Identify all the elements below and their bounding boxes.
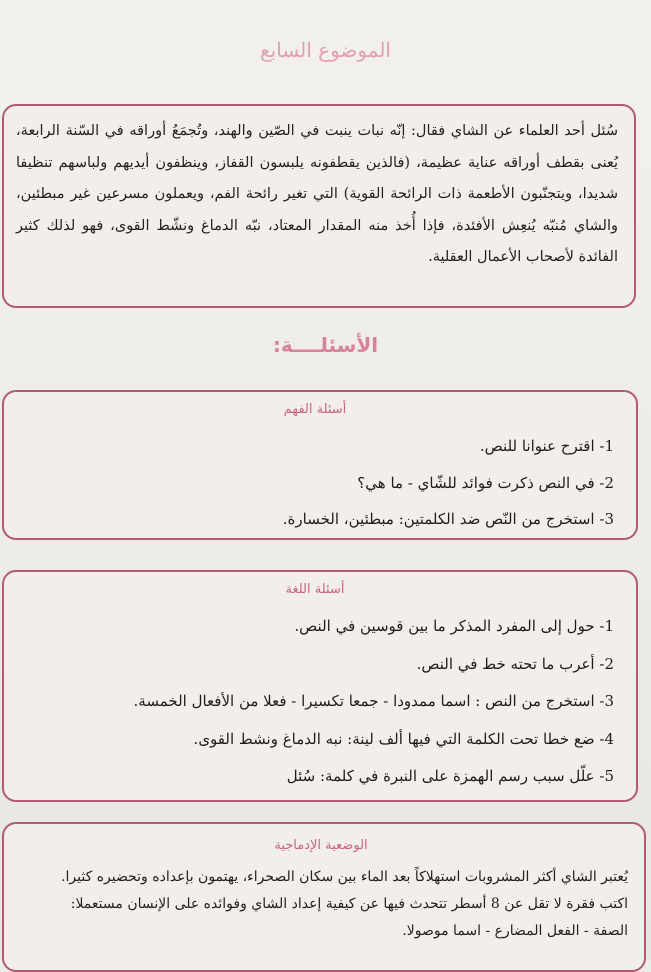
- integration-task-box: [2, 822, 646, 972]
- comprehension-question-list: [16, 428, 614, 538]
- questions-heading: الأسئلــــة:: [272, 333, 379, 357]
- language-questions-box: [2, 570, 638, 802]
- question-item: 1- حول إلى المفرد المذكر ما بين قوسين في النص.: [294, 617, 614, 635]
- reading-passage-box: [2, 104, 636, 308]
- comprehension-title: أسئلة الفهم: [283, 402, 347, 417]
- language-title: أسئلة اللغة: [285, 582, 345, 597]
- question-item: 5- علّل سبب رسم الهمزة على النبرة في كلمة: سُئل: [286, 767, 614, 785]
- integration-title: الوضعية الإدماجية: [274, 838, 368, 853]
- question-item: 2- في النص ذكرت فوائد للشّاي - ما هي؟: [357, 473, 614, 492]
- question-item: 4- ضع خطا تحت الكلمة التي فيها ألف لينة: نبه الدماغ ونشط القوى.: [193, 729, 614, 748]
- integration-text: [14, 864, 628, 945]
- question-item: 3- استخرج من النص : اسما ممدودا - جمعا تكسيرا - فعلا من الأفعال الخمسة.: [133, 692, 614, 710]
- question-item: 1- اقترح عنوانا للنص.: [479, 437, 614, 455]
- reading-passage-text: سُئل أحد العلماء عن الشاي فقال: إنّه نبات ينبت في الصّين والهند، وتُجمَعُ أوراقه في السّنة الرابعة، يُعنى بقطف أوراقه عناية عظيمة، (فالذين يقطفونه يلبسون القفاز، وينظفون أيديهم ولباسهم تنظيفا شديدا، ويتجنّبون الأطعمة ذات الرائحة القوية) التي تغير رائحة الفم، ويعملون مسرعين غير مبطئين، والشاي مُنبّه يُنعِش الأفئدة، فإذا أُخذ منه المقدار المعتاد، نبّه الدماغ ونشّط القوى، فهو لذلك كثير الفائدة لأصحاب الأعمال العقلية.: [16, 123, 618, 265]
- integration-line: الصفة - الفعل المضارع - اسما موصولا.: [402, 923, 628, 939]
- integration-line: يُعتبر الشاي أكثر المشروبات استهلاكاً بعد الماء بين سكان الصحراء، يهتمون بإعداده وتحضيره كثيرا.: [61, 869, 628, 885]
- language-question-list: [16, 608, 614, 796]
- integration-line: اكتب فقرة لا تقل عن 8 أسطر تتحدث فيها عن كيفية إعداد الشاي وفوائده على الإنسان مستعملا:: [70, 896, 628, 912]
- question-item: 3- استخرج من النّص ضد الكلمتين: مبطئين، الخسارة.: [282, 510, 614, 528]
- question-item: 2- أعرب ما تحته خط في النص.: [416, 654, 614, 673]
- comprehension-questions-box: [2, 390, 638, 540]
- page-title: الموضوع السابع: [260, 38, 391, 62]
